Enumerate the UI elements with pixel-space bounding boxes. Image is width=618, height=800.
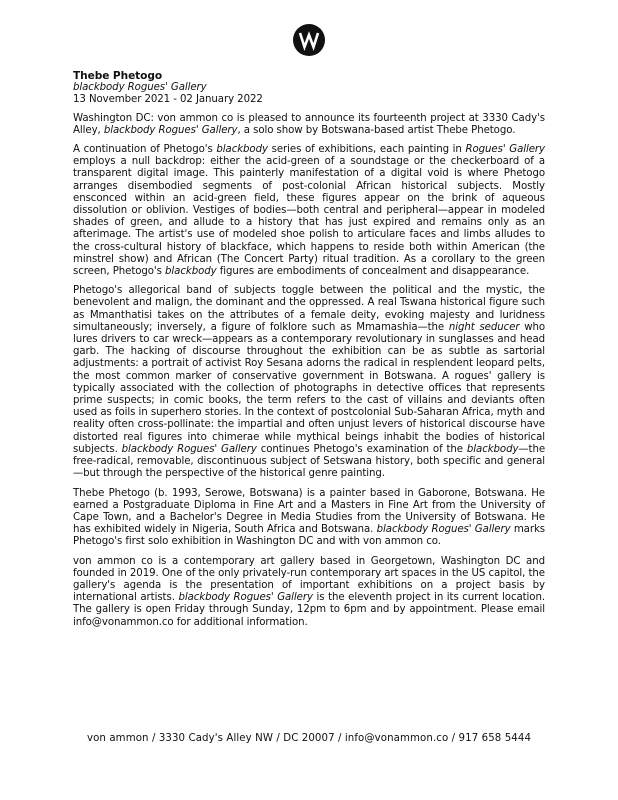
press-release-body: [73, 70, 545, 636]
italic-title-text: blackbody: [216, 144, 268, 156]
italic-title-text: night seducer: [448, 321, 520, 333]
exhibition-dates: 13 November 2021 - 02 January 2022: [73, 94, 263, 106]
italic-title-text: blackbody Rogues' Gallery: [103, 124, 238, 136]
gallery-logo-icon: [293, 24, 325, 56]
italic-title-text: blackbody: [466, 443, 519, 455]
paragraph-series: A continuation of Phetogo's blackbody series of exhibitions, each painting in Rogues' Gallery employs a null backdrop: either the acid-green of a soundstage or the checkerboard of a transparent digital image. This painterly manifestation of a digital void is where Phetogo arranges disembodied segments of post-colonial African historical subjects. Mostly ensconced within an acid-green field, these figures appear on the brink of aqueous dissolution or oblivion. Vestiges of bodies—both central and peripheral—appear in modeled shades of green, and allude to a history that has just expired and remains only as an afterimage. The artist's use of modeled shoe polish to articulare faces and limbs alludes to the cross-cultural history of blackface, which happens to reside both within American (the minstrel show) and African (The Concert Party) ritual tradition. As a corollary to the green screen, Phetogo's blackbody figures are embodiments of concealment and disappearance.: [73, 144, 545, 278]
paragraph-artist-bio: Thebe Phetogo (b. 1993, Serowe, Botswana) is a painter based in Gaborone, Botswana. He earned a Postgraduate Diploma in Fine Art and a Masters in Fine Art from the University of Cape Town, and a Bachelor's Degree in Media Studies from the University of Botswana. He has exhibited widely in Nigeria, South Africa and Botswana. blackbody Rogues' Gallery marks Phetogo's first solo exhibition in Washington DC and with von ammon co.: [73, 487, 545, 548]
paragraph-subjects: Phetogo's allegorical band of subjects toggle between the political and the mystic, the benevolent and malign, the dominant and the oppressed. A real Tswana historical figure such as Mmanthatisi takes on the attributes of a female deity, evoking majesty and luridness simultaneously; inversely, a figure of folklore such as Mmamashia—the night seducer who lures drivers to car wreck—appears as a contemporary revolutionary in sunglasses and head garb. The hacking of discourse throughout the exhibition can be as subtle as sartorial adjustments: a portrait of activist Roy Sesana adorns the radical in resplendent leopard pelts, the most common marker of conservative government in Botswana. A rogues' gallery is typically associated with the collection of photographs in detective offices that represents prime suspects; in comic books, the term refers to the cast of villains and deviants often used as foils in superhero stories. In the context of postcolonial Sub-Saharan Africa, myth and reality often cross-pollinate: the impartial and often unjust levers of historical discourse have distorted real figures into chimerae while mythical beings inhabit the bodies of historical subjects. blackbody Rogues' Gallery continues Phetogo's examination of the blackbody—the free-radical, removable, discontinuous subject of Setswana history, both specific and general—but through the perspective of the historical genre painting.: [73, 285, 546, 480]
artist-name: Thebe Phetogo: [73, 70, 163, 82]
paragraph-announcement: Washington DC: von ammon co is pleased to announce its fourteenth project at 3330 Cady's Alley, blackbody Rogues' Gallery, a solo show by Botswana-based artist Thebe Phetogo.: [73, 112, 545, 136]
italic-title-text: blackbody Rogues' Gallery: [376, 524, 511, 536]
italic-title-text: Rogues' Gallery: [465, 144, 545, 156]
italic-title-text: blackbody Rogues' Gallery: [178, 592, 313, 604]
exhibition-header: [73, 70, 545, 107]
italic-title-text: blackbody Rogues' Gallery: [121, 443, 257, 455]
italic-title-text: blackbody: [165, 266, 217, 278]
paragraph-gallery-info: von ammon co is a contemporary art gallery based in Georgetown, Washington DC and founded in 2019. One of the only privately-run contemporary art spaces in the US capitol, the gallery's agenda is the presentation of important exhibitions on a project basis by international artists. blackbody Rogues' Gallery is the eleventh project in its current location. The gallery is open Friday through Sunday, 12pm to 6pm and by appointment. Please email info@vonammon.co for additional information.: [73, 555, 545, 628]
footer-contact: von ammon / 3330 Cady's Alley NW / DC 20007 / info@vonammon.co / 917 658 5444: [86, 733, 532, 744]
show-title: blackbody Rogues' Gallery: [73, 82, 207, 94]
